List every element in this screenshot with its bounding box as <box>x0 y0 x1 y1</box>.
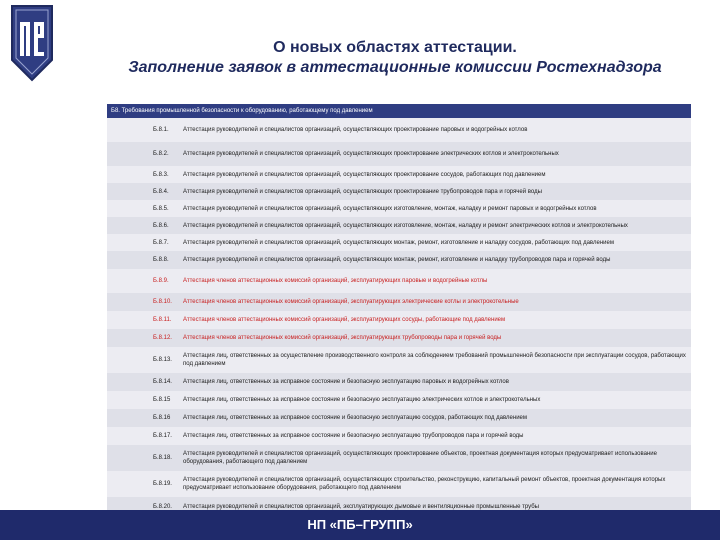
footer-bar <box>0 510 720 540</box>
row-description: Аттестация лиц, ответственных за исправное состояние и безопасную эксплуатацию электрических котлов и электрокотельных <box>183 397 541 403</box>
row-description: Аттестация лиц, ответственных за исправное состояние и безопасную эксплуатацию паровых и водогрейных котлов <box>183 379 509 385</box>
row-code: Б.8.2. <box>153 151 169 157</box>
table-row <box>107 166 691 183</box>
table-row <box>107 142 691 166</box>
row-code: Б.8.19. <box>153 481 172 487</box>
row-description: Аттестация лиц, ответственных за исправное состояние и безопасную эксплуатацию трубопроводов пара и горячей воды <box>183 433 524 439</box>
table-row <box>107 269 691 293</box>
table-row <box>107 311 691 329</box>
row-code: Б.8.6. <box>153 222 169 229</box>
row-code: Б.8.20. <box>153 504 172 510</box>
table-row <box>107 409 691 427</box>
table-section-title: Б8. Требования промышленной безопасности к оборудованию, работающему под давлением <box>107 104 691 118</box>
table-row <box>107 293 691 311</box>
page-subtitle: Заполнение заявок в аттестационные комиссии Ростехнадзора <box>128 59 662 76</box>
row-description: Аттестация руководителей и специалистов организаций, эксплуатирующих дымовые и вентиляционные промышленные трубы <box>183 504 539 510</box>
row-description: Аттестация руководителей и специалистов организаций, осуществляющих изготовление, монтаж, наладку и ремонт паровых и водогрейных котлов <box>183 205 597 212</box>
row-code: Б.8.7. <box>153 239 169 246</box>
row-code: Б.8.12. <box>153 335 172 341</box>
table-row <box>107 427 691 445</box>
row-code: Б.8.18. <box>153 455 172 461</box>
row-code: Б.8.4. <box>153 188 169 195</box>
row-code: Б.8.14. <box>153 379 172 385</box>
table-row <box>107 373 691 391</box>
row-code: Б.8.16 <box>153 415 171 421</box>
row-description: Аттестация руководителей и специалистов организаций, осуществляющих монтаж, ремонт, изготовление и наладку сосудов, работающих под давлением <box>183 239 614 246</box>
row-code: Б.8.8. <box>153 257 169 263</box>
row-code: Б.8.11. <box>153 317 172 323</box>
table-row <box>107 347 691 373</box>
row-description: Аттестация руководителей и специалистов организаций, осуществляющих проектирование паровых и водогрейных котлов <box>183 127 528 133</box>
row-description: Аттестация руководителей и специалистов организаций, осуществляющих монтаж, ремонт, изготовление и наладку трубопроводов пара и горячей воды <box>183 257 611 263</box>
row-description: Аттестация руководителей и специалистов организаций, осуществляющих проектирование трубопроводов пара и горячей воды <box>183 188 542 195</box>
table-row <box>107 329 691 347</box>
row-code: Б.8.13. <box>153 357 172 363</box>
row-description: Аттестация членов аттестационных комиссий организаций, эксплуатирующих сосуды, работающие под давлением <box>183 317 506 323</box>
footer-org-name: НП «ПБ–ГРУПП» <box>307 517 413 532</box>
table-row <box>107 251 691 269</box>
row-description: Аттестация членов аттестационных комиссий организаций, эксплуатирующих электрические котлы и электрокотельные <box>183 299 519 305</box>
page-title: О новых областях аттестации. <box>273 39 517 56</box>
attestation-table <box>107 104 691 517</box>
table-row <box>107 445 691 471</box>
row-description: Аттестация лиц, ответственных за исправное состояние и безопасную эксплуатацию сосудов, работающих под давлением <box>183 415 528 421</box>
table-row <box>107 217 691 234</box>
page-title-block <box>70 38 720 78</box>
table-row <box>107 471 691 497</box>
row-description: Аттестация руководителей и специалистов организаций, осуществляющих проектирование электрических котлов и электрокотельных <box>183 151 559 157</box>
table-row <box>107 118 691 142</box>
table-row <box>107 200 691 217</box>
table-body <box>107 118 691 517</box>
table-row <box>107 183 691 200</box>
row-code: Б.8.9. <box>153 278 169 284</box>
row-description: Аттестация руководителей и специалистов организаций, осуществляющих проектирование объектов, проектная документация которых предусматривает использование оборудования, работающего под давлением <box>183 451 657 465</box>
table-row <box>107 234 691 251</box>
row-description: Аттестация членов аттестационных комиссий организаций, эксплуатирующих паровые и водогрейные котлы <box>183 278 488 284</box>
row-code: Б.8.17. <box>153 433 172 439</box>
row-code: Б.8.15 <box>153 397 171 403</box>
table-row <box>107 391 691 409</box>
row-description: Аттестация лиц, ответственных за осуществление производственного контроля за соблюдением требований промышленной безопасности при эксплуатации сосудов, работающих под давлением <box>183 353 686 367</box>
row-description: Аттестация руководителей и специалистов организаций, осуществляющих проектирование сосудов, работающих под давлением <box>183 171 546 178</box>
row-description: Аттестация членов аттестационных комиссий организаций, эксплуатирующих трубопроводы пара и горячей воды <box>183 335 502 341</box>
row-code: Б.8.1. <box>153 127 169 133</box>
row-description: Аттестация руководителей и специалистов организаций, осуществляющих строительство, реконструкцию, капитальный ремонт объектов, проектная документация которых предусматривает использование оборудования, работающего под давлением <box>183 477 666 491</box>
row-code: Б.8.5. <box>153 205 169 212</box>
row-code: Б.8.10. <box>153 299 172 305</box>
row-code: Б.8.3. <box>153 171 169 178</box>
pb-shield-logo-icon <box>8 4 56 82</box>
row-description: Аттестация руководителей и специалистов организаций, осуществляющих изготовление, монтаж, наладку и ремонт электрических котлов и электрокотельных <box>183 222 628 229</box>
